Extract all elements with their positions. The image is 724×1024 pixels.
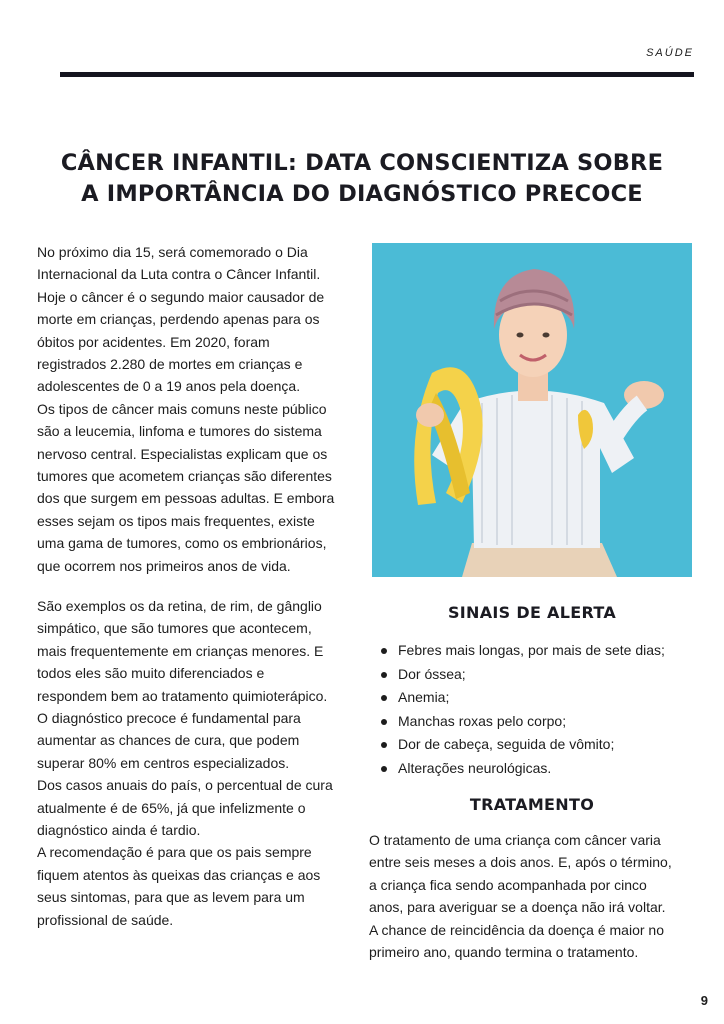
text-line: A chance de reincidência da doença é maior no xyxy=(369,921,664,938)
text-line: que ocorrem nos primeiros anos de vida. xyxy=(37,557,291,574)
text-line: nervoso central. Especialistas explicam que os xyxy=(37,445,328,462)
list-item: Dor óssea; xyxy=(378,663,698,687)
alert-signs-list xyxy=(378,639,698,780)
text-line: Internacional da Luta contra o Câncer Infantil. xyxy=(37,266,321,283)
text-line: óbitos por acidentes. Em 2020, foram xyxy=(37,333,270,350)
list-item: Dor de cabeça, seguida de vômito; xyxy=(378,733,698,757)
text-line: Hoje o câncer é o segundo maior causador de xyxy=(37,288,325,305)
list-item: Manchas roxas pelo corpo; xyxy=(378,710,698,734)
text-line: adolescentes de 0 a 19 anos pela doença. xyxy=(37,378,301,395)
text-line: A recomendação é para que os pais sempre xyxy=(37,844,312,861)
examples-paragraph xyxy=(37,595,359,931)
text-line: Dos casos anuais do país, o percentual de cura xyxy=(37,777,333,794)
title-line-2: A IMPORTÂNCIA DO DIAGNÓSTICO PRECOCE xyxy=(81,181,643,207)
page-number: 9 xyxy=(700,993,708,1008)
text-line: São exemplos os da retina, de rim, de gânglio xyxy=(37,598,322,614)
list-item: Febres mais longas, por mais de sete dias; xyxy=(378,639,698,663)
text-line: aumentar as chances de cura, que podem xyxy=(37,732,300,749)
text-line: profissional de saúde. xyxy=(37,911,174,928)
text-line: a criança fica sendo acompanhada por cinco xyxy=(369,876,647,893)
text-line: primeiro ano, quando termina o tratamento. xyxy=(369,944,639,961)
text-line: anos, para averiguar se a doença não irá voltar. xyxy=(369,899,666,916)
list-item: Alterações neurológicas. xyxy=(378,757,698,781)
text-line: No próximo dia 15, será comemorado o Dia xyxy=(37,244,308,260)
text-line: morte em crianças, perdendo apenas para os xyxy=(37,311,320,328)
article-title xyxy=(20,148,704,210)
child-awareness-photo xyxy=(372,243,692,577)
text-line: todos eles são muito diferenciados e xyxy=(37,665,265,682)
text-line: simpático, que são tumores que acontecem, xyxy=(37,620,312,637)
text-line: fiquem atentos às queixas das crianças e aos xyxy=(37,866,321,883)
text-line: dos que surgem em pessoas adultas. E embora xyxy=(37,490,335,507)
text-line: esses sejam os tipos mais frequentes, existe xyxy=(37,512,315,529)
text-line: O tratamento de uma criança com câncer varia xyxy=(369,832,661,848)
text-line: tumores que acometem crianças são diferentes xyxy=(37,468,332,485)
text-line: uma gama de tumores, como os embrionários, xyxy=(37,535,327,552)
intro-paragraph xyxy=(37,241,359,577)
treatment-heading: TRATAMENTO xyxy=(469,795,595,814)
text-line: são a leucemia, linfoma e tumores do sistema xyxy=(37,423,322,440)
title-line-1: CÂNCER INFANTIL: DATA CONSCIENTIZA SOBRE xyxy=(60,150,664,176)
section-label: SAÚDE xyxy=(646,47,694,59)
text-line: registrados 2.280 de mortes em crianças e xyxy=(37,356,303,373)
text-line: mais frequentemente em crianças menores. E xyxy=(37,642,324,659)
list-item: Anemia; xyxy=(378,686,698,710)
text-line: diagnóstico ainda é tardio. xyxy=(37,822,201,839)
text-line: respondem bem ao tratamento quimioterápico. xyxy=(37,687,328,704)
text-line: entre seis meses a dois anos. E, após o término, xyxy=(369,854,672,871)
text-line: atualmente é de 65%, já que infelizmente o xyxy=(37,799,306,816)
treatment-paragraph xyxy=(369,829,699,963)
text-line: superar 80% em centros especializados. xyxy=(37,754,290,771)
text-line: Os tipos de câncer mais comuns neste público xyxy=(37,400,327,417)
text-line: O diagnóstico precoce é fundamental para xyxy=(37,710,301,727)
alert-signs-heading: SINAIS DE ALERTA xyxy=(447,603,617,622)
text-line: seus sintomas, para que as levem para um xyxy=(37,889,305,906)
header-rule xyxy=(60,72,694,77)
photo-illustration xyxy=(372,243,692,577)
